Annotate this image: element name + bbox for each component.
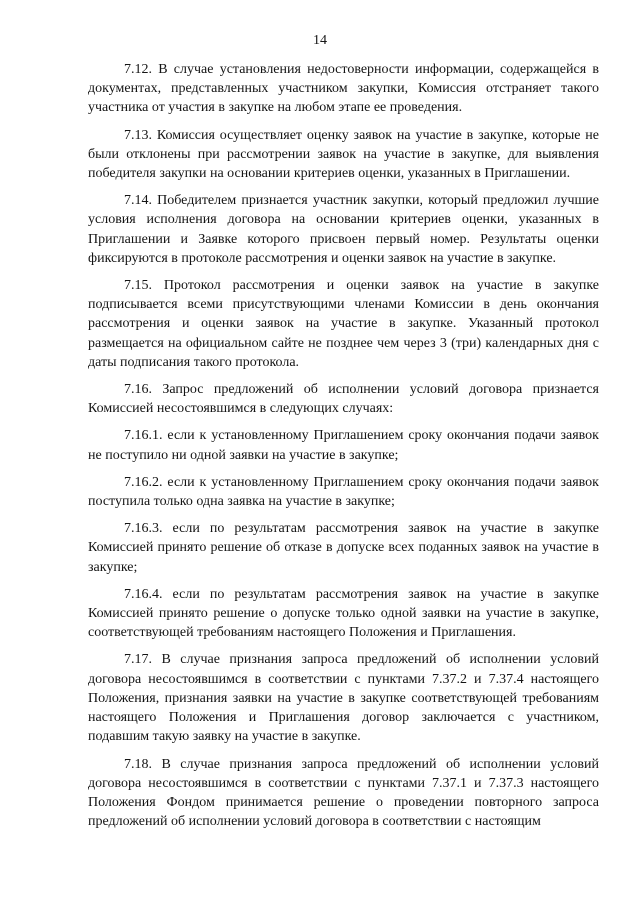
paragraph-7-12: 7.12. В случае установления недостоверности информации, содержащейся в документах, представленных участником закупки, Комиссия отстраняет такого участника от участия в закупке на любом этапе ее проведения. (88, 62, 599, 116)
paragraph-7-15: 7.15. Протокол рассмотрения и оценки заявок на участие в закупке подписывается всеми присутствующими членами Комиссии в день окончания рассмотрения и оценки заявок на участие в закупке. Указанный протокол размещается на официальном сайте не позднее чем через 3 (три) календарных дня с даты подписания такого протокола. (88, 278, 599, 370)
document-body (88, 60, 599, 839)
paragraph-7-14: 7.14. Победителем признается участник закупки, который предложил лучшие условия исполнения договора на основании критериев оценки, указанных в Приглашении и Заявке которого присвоен первый номер. Результаты оценки фиксируются в протоколе рассмотрения и оценки заявок на участие в закупке. (88, 193, 599, 266)
paragraph-7-16-1: 7.16.1. если к установленному Приглашением сроку окончания подачи заявок не поступило ни одной заявки на участие в закупке; (88, 428, 599, 463)
paragraph-7-16: 7.16. Запрос предложений об исполнении условий договора признается Комиссией несостоявшимся в следующих случаях: (88, 382, 599, 417)
paragraph-7-18: 7.18. В случае признания запроса предложений об исполнении условий договора несостоявшимся в соответствии с пунктами 7.37.1 и 7.37.3 настоящего Положения Фондом принимается решение о проведении повторного запроса предложений об исполнении условий договора в соответствии с настоящим (88, 756, 599, 830)
paragraph-7-16-2: 7.16.2. если к установленному Приглашением сроку окончания подачи заявок поступила только одна заявка на участие в закупке; (88, 474, 599, 510)
page-number: 14 (313, 33, 327, 48)
paragraph-7-16-4: 7.16.4. если по результатам рассмотрения заявок на участие в закупке Комиссией принято решение о допуске только одной заявки на участие в закупке, соответствующей требованиям настоящего Положения и Приглашения. (88, 586, 599, 641)
paragraph-7-16-3: 7.16.3. если по результатам рассмотрения заявок на участие в закупке Комиссией принято решение об отказе в допуске всех поданных заявок на участие в закупке; (88, 521, 599, 575)
paragraph-7-17: 7.17. В случае признания запроса предложений об исполнении условий договора несостоявшимся в соответствии с пунктами 7.37.2 и 7.37.4 настоящего Положения, признания заявки на участие в закупке соответствующей требованиям настоящего Положения и Приглашения договор заключается с участником, подавшим такую заявку на участие в закупке. (88, 652, 599, 745)
paragraph-7-13: 7.13. Комиссия осуществляет оценку заявок на участие в закупке, которые не были отклонены при рассмотрении заявок на участие в закупке, для выявления победителя закупки на основании критериев оценки, указанных в Приглашении. (88, 127, 599, 182)
